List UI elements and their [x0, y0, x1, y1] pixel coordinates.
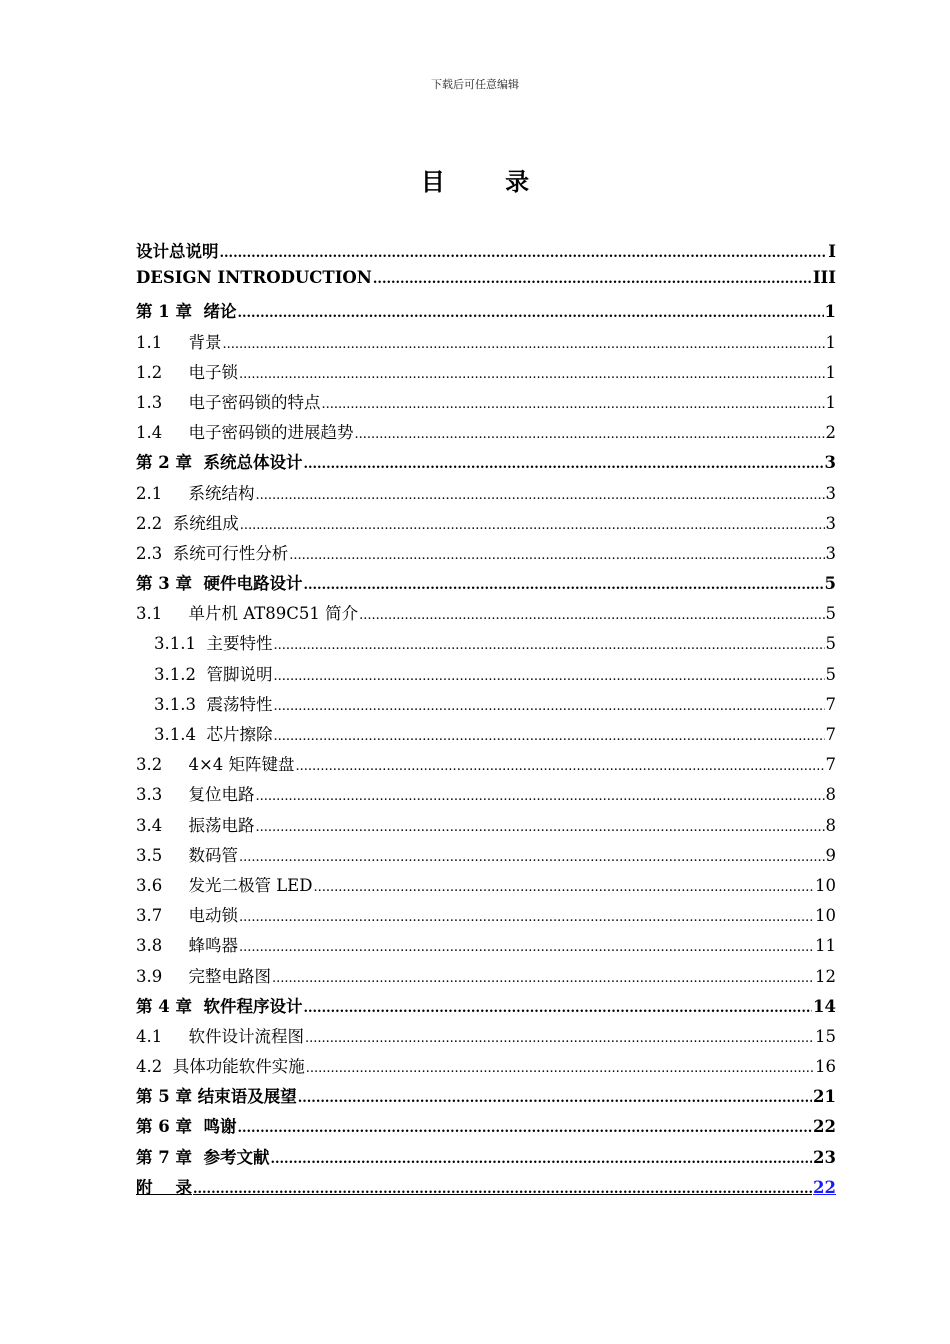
- toc-leader-dots: [270, 1148, 812, 1167]
- toc-entry-label: DESIGN INTRODUCTION: [136, 268, 372, 288]
- toc-entry-page: 3: [824, 453, 836, 473]
- toc-entry: [136, 963, 836, 993]
- toc-entry-label: 4.1 软件设计流程图: [136, 1026, 304, 1046]
- toc-entry: [136, 1113, 836, 1143]
- toc-entry: [136, 510, 836, 540]
- toc-entry-label: 3.1.1 主要特性: [154, 634, 273, 654]
- toc-leader-dots: [237, 302, 823, 321]
- toc-entry-label: 1.1 背景: [136, 332, 222, 352]
- toc-entry-label: 1.4 电子密码锁的进展趋势: [136, 423, 354, 443]
- toc-entry-page: 1: [825, 392, 836, 412]
- toc-leader-dots: [255, 484, 824, 503]
- toc-entry: [136, 842, 836, 872]
- toc-entry-label: 3.9 完整电路图: [136, 966, 271, 986]
- toc-entry-page: 14: [813, 996, 836, 1016]
- toc-entry: [136, 540, 836, 570]
- toc-entry-page: 1: [825, 362, 836, 382]
- toc-entry: [136, 480, 836, 510]
- toc-entry-page: 3: [825, 513, 836, 533]
- toc-entry-label: 3.5 数码管: [136, 845, 238, 865]
- toc-leader-dots: [303, 453, 823, 472]
- toc-leader-dots: [193, 1178, 812, 1197]
- toc-entry-label: 第 6 章 鸣谢: [136, 1117, 237, 1137]
- toc-leader-dots: [239, 936, 814, 955]
- toc-entry: [136, 329, 836, 359]
- toc-entry: [136, 268, 836, 298]
- toc-entry-label: 2.2 系统组成: [136, 513, 239, 533]
- toc-leader-dots: [273, 695, 824, 714]
- toc-entry: [136, 721, 836, 751]
- toc-leader-dots: [239, 363, 825, 382]
- toc-entry: [136, 1023, 836, 1053]
- toc-entry-label: 第 3 章 硬件电路设计: [136, 574, 303, 594]
- toc-entry-page: 16: [815, 1057, 836, 1077]
- toc-entry-page: 5: [825, 604, 836, 624]
- page-header: 下载后可任意编辑: [431, 78, 519, 91]
- toc-entry-page: 1: [825, 332, 836, 352]
- toc-entry: [136, 872, 836, 902]
- toc-leader-dots: [239, 846, 825, 865]
- toc-leader-dots: [237, 1117, 812, 1136]
- toc-entry-page: 15: [815, 1026, 836, 1046]
- toc-leader-dots: [303, 997, 812, 1016]
- toc-entry-page: 7: [825, 694, 836, 714]
- toc-entry-page[interactable]: 22: [813, 1177, 836, 1197]
- toc-entry-page: 21: [813, 1087, 836, 1107]
- toc-entry-page: 2: [825, 423, 836, 443]
- toc-leader-dots: [273, 634, 824, 653]
- toc-entry: [136, 1144, 836, 1174]
- toc-entry-page: III: [812, 268, 836, 288]
- toc-leader-dots: [298, 1087, 812, 1106]
- toc-entry-page: 23: [813, 1147, 836, 1167]
- toc-entry-label: 3.6 发光二极管 LED: [136, 875, 313, 895]
- toc-leader-dots: [255, 785, 824, 804]
- toc-entry-label: 3.2 4×4 矩阵键盘: [136, 755, 295, 775]
- toc-entry: [136, 812, 836, 842]
- table-of-contents: [136, 238, 836, 1204]
- toc-leader-dots: [222, 333, 824, 352]
- toc-leader-dots: [306, 1057, 814, 1076]
- toc-entry: [136, 932, 836, 962]
- toc-entry-label: 第 2 章 系统总体设计: [136, 453, 303, 473]
- toc-leader-dots: [239, 906, 814, 925]
- toc-entry-label: 第 5 章 结束语及展望: [136, 1087, 297, 1107]
- toc-leader-dots: [313, 876, 814, 895]
- toc-entry-label: 第 7 章 参考文献: [136, 1147, 270, 1167]
- toc-entry-label: 3.1 单片机 AT89C51 简介: [136, 604, 359, 624]
- toc-entry: [136, 449, 836, 479]
- toc-entry: [136, 661, 836, 691]
- toc-entry-page: 11: [815, 936, 836, 956]
- toc-entry-page: 5: [825, 634, 836, 654]
- page-title: 目 录: [420, 167, 556, 196]
- toc-entry-label: 3.1.2 管脚说明: [154, 664, 273, 684]
- toc-entry-label: 附 录: [136, 1177, 192, 1197]
- toc-entry-label: 1.2 电子锁: [136, 362, 238, 382]
- toc-entry: [136, 419, 836, 449]
- toc-entry: [136, 1083, 836, 1113]
- toc-entry[interactable]: [136, 1174, 836, 1204]
- toc-entry-label: 4.2 具体功能软件实施: [136, 1057, 305, 1077]
- toc-entry: [136, 298, 836, 328]
- toc-leader-dots: [240, 514, 825, 533]
- toc-entry-label: 3.8 蜂鸣器: [136, 936, 238, 956]
- toc-entry: [136, 902, 836, 932]
- toc-entry: [136, 993, 836, 1023]
- toc-entry-label: 2.3 系统可行性分析: [136, 543, 289, 563]
- toc-entry-page: 5: [824, 574, 836, 594]
- toc-leader-dots: [273, 725, 824, 744]
- toc-entry-page: 12: [815, 966, 836, 986]
- toc-leader-dots: [373, 268, 812, 287]
- toc-leader-dots: [220, 242, 828, 261]
- toc-leader-dots: [354, 423, 824, 442]
- toc-entry: [136, 630, 836, 660]
- toc-entry-label: 设计总说明: [136, 242, 219, 261]
- toc-entry: [136, 359, 836, 389]
- toc-entry: [136, 389, 836, 419]
- toc-entry-label: 第 1 章 绪论: [136, 302, 237, 322]
- toc-entry-page: 22: [813, 1117, 836, 1137]
- toc-leader-dots: [273, 665, 824, 684]
- toc-entry-page: 3: [825, 543, 836, 563]
- toc-entry-page: 10: [815, 875, 836, 895]
- toc-entry-label: 2.1 系统结构: [136, 483, 255, 503]
- toc-leader-dots: [359, 604, 824, 623]
- toc-entry-label: 第 4 章 软件程序设计: [136, 996, 303, 1016]
- toc-entry-page: 1: [824, 302, 836, 322]
- toc-entry-label: 3.4 振荡电路: [136, 815, 255, 835]
- toc-entry-label: 3.1.4 芯片擦除: [154, 725, 273, 744]
- toc-leader-dots: [255, 816, 824, 835]
- toc-leader-dots: [272, 967, 814, 986]
- toc-entry-label: 3.1.3 震荡特性: [154, 694, 273, 714]
- toc-leader-dots: [296, 755, 825, 774]
- toc-entry-page: 5: [825, 664, 836, 684]
- toc-leader-dots: [303, 574, 823, 593]
- toc-entry-page: I: [828, 242, 836, 261]
- toc-entry: [136, 238, 836, 268]
- toc-entry: [136, 570, 836, 600]
- toc-leader-dots: [289, 544, 824, 563]
- toc-entry-page: 10: [815, 906, 836, 926]
- toc-entry-label: 3.3 复位电路: [136, 785, 255, 805]
- toc-entry: [136, 781, 836, 811]
- toc-entry-page: 7: [825, 755, 836, 775]
- toc-entry-page: 7: [825, 725, 836, 744]
- toc-entry: [136, 1053, 836, 1083]
- toc-entry-page: 9: [825, 845, 836, 865]
- toc-entry-page: 8: [825, 815, 836, 835]
- toc-entry-label: 1.3 电子密码锁的特点: [136, 392, 321, 412]
- toc-entry-page: 8: [825, 785, 836, 805]
- toc-leader-dots: [321, 393, 824, 412]
- toc-entry: [136, 691, 836, 721]
- toc-entry-label: 3.7 电动锁: [136, 906, 238, 926]
- toc-entry-page: 3: [825, 483, 836, 503]
- toc-leader-dots: [305, 1027, 814, 1046]
- toc-entry: [136, 751, 836, 781]
- toc-entry: [136, 600, 836, 630]
